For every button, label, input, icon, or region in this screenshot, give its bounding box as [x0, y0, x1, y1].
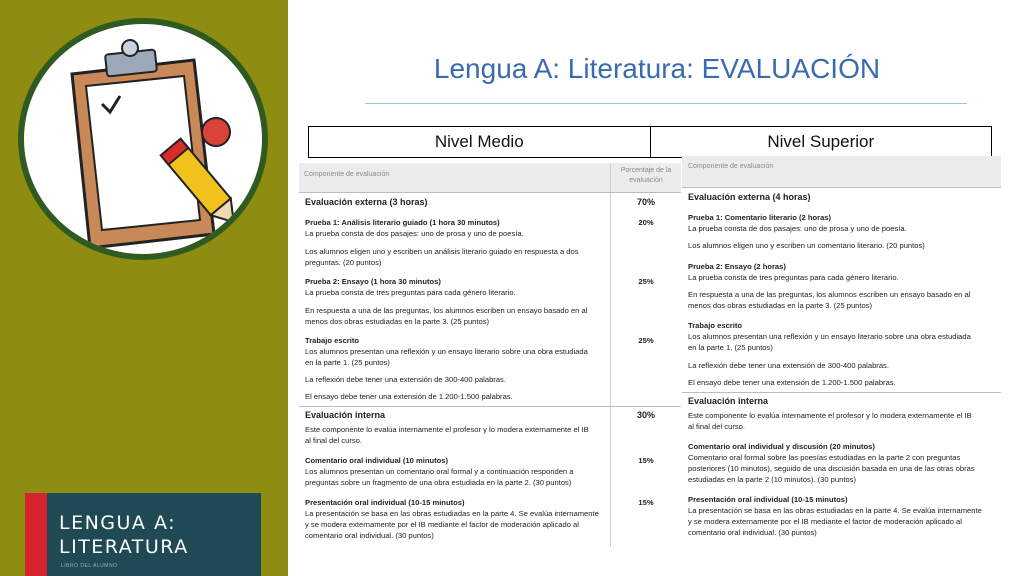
clipboard-icon [24, 24, 262, 254]
nm-p2-pct: 25% [638, 277, 654, 286]
ns-co-line3: estudiadas en la parte 2 (10 minutos). (30 puntos) [688, 475, 857, 484]
ns-te-line4: El ensayo debe tener una extensión de 1.200-1.500 palabras. [688, 378, 896, 387]
nm-te-line2: en la parte 1. (25 puntos) [305, 358, 390, 367]
nm-te-pct: 25% [638, 336, 654, 345]
ns-p2-line2: En respuesta a una de las preguntas, los alumnos escriben un ensayo basado en al [688, 290, 971, 299]
nm-p1-title: Prueba 1: Análisis literario guiado (1 hora 30 minutos) [305, 218, 500, 227]
ns-te-line2: en la parte 1. (25 puntos) [688, 343, 773, 352]
clipboard-illustration [18, 18, 268, 260]
ns-te-title: Trabajo escrito [688, 321, 743, 330]
nm-te-line1: Los alumnos presentan una reflexión y un ensayo literario sobre una obra estudiada [305, 347, 588, 356]
level-nm-header: Nivel Medio [434, 132, 524, 151]
ns-external-title: Evaluación externa (4 horas) [688, 192, 811, 202]
ns-p2-title: Prueba 2: Ensayo (2 horas) [688, 262, 786, 271]
nm-p2-line1: La prueba consta de tres preguntas para cada género literario. [305, 288, 516, 297]
nm-table-header [299, 163, 681, 193]
ns-po-line3: comentario oral individual. (30 puntos) [688, 528, 817, 537]
nm-internal-title: Evaluación interna [305, 410, 386, 420]
nm-p2-line2: En respuesta a una de las preguntas, los alumnos escriben un ensayo basado en al [305, 306, 588, 315]
book-title-line1: LENGUA A: [59, 512, 177, 534]
book-spine-stripe [25, 493, 47, 576]
nm-te-title: Trabajo escrito [305, 336, 360, 345]
ns-te-line3: La reflexión debe tener una extensión de 300-400 palabras. [688, 361, 889, 370]
nm-p1-pct: 20% [638, 218, 654, 227]
ns-table-header: Componente de evaluación [682, 156, 1001, 188]
book-title-line2: LITERATURA [59, 536, 189, 558]
slide-title: Lengua A: Literatura: EVALUACIÓN [433, 53, 881, 84]
ns-p1-line1: La prueba consta de dos pasajes: uno de prosa y uno de poesía. [688, 224, 907, 233]
nm-internal-pct: 30% [636, 410, 655, 420]
ns-assessment-document [682, 156, 1001, 547]
ns-p2-line1: La prueba consta de tres preguntas para cada género literario. [688, 273, 899, 282]
nm-assessment-document [299, 163, 681, 547]
nm-head-percent: Porcentaje de la evaluación [610, 163, 681, 192]
nm-p1-line1: La prueba consta de dos pasajes: uno de prosa y uno de poesía. [305, 229, 524, 238]
ns-po-line2: y se modera externamente por el IB mediante el factor de moderación aplicado al [688, 517, 962, 526]
nm-p2-line3: menos dos obras estudiadas en la parte 3. (25 puntos) [305, 317, 490, 326]
nm-co-title: Comentario oral individual (10 minutos) [305, 456, 449, 465]
nm-head-component: Componente de evaluación [304, 171, 390, 178]
ns-p2-line3: menos dos obras estudiadas en la parte 3. (25 puntos) [688, 301, 873, 310]
ns-p1-title: Prueba 1: Comentario literario (2 horas) [688, 213, 832, 222]
nm-co-pct: 15% [638, 456, 654, 465]
nm-po-pct: 15% [638, 498, 654, 507]
ns-internal-title: Evaluación interna [688, 396, 769, 406]
ns-co-line2: posteriores (10 minutos), seguido de una discusión basada en una de las otras obras [688, 464, 975, 473]
ns-co-line1: Comentario oral formal sobre las poesías estudiadas en la parte 2 con preguntas [688, 453, 961, 462]
level-header-table [308, 126, 992, 158]
nm-external-pct: 70% [636, 197, 655, 207]
nm-section-divider [299, 406, 681, 407]
nm-p1-line3: preguntas. (20 puntos) [305, 258, 382, 267]
nm-p2-title: Prueba 2: Ensayo (1 hora 30 minutos) [305, 277, 441, 286]
nm-po-title: Presentación oral individual (10-15 minutos) [305, 498, 465, 507]
book-title [59, 511, 189, 559]
nm-external-title: Evaluación externa (3 horas) [305, 197, 428, 207]
nm-te-line4: El ensayo debe tener una extensión de 1.200-1.500 palabras. [305, 392, 513, 401]
nm-po-line3: comentario oral individual. (30 puntos) [305, 531, 434, 540]
nm-te-line3: La reflexión debe tener una extensión de 300-400 palabras. [305, 375, 506, 384]
ns-po-title: Presentación oral individual (10-15 minutos) [688, 495, 848, 504]
nm-po-line1: La presentación se basa en las obras estudiadas en la parte 4. Se evalúa internamente [305, 509, 599, 518]
ns-int-line2: al final del curso. [688, 422, 745, 431]
book-subtitle: LIBRO DEL ALUMNO [61, 563, 118, 569]
left-decor-panel [0, 0, 288, 576]
nm-po-line2: y se modera externamente por el IB mediante el factor de moderación aplicado al [305, 520, 579, 529]
book-cover [25, 493, 261, 576]
level-ns-header: Nivel Superior [650, 127, 992, 157]
nm-co-line2: preguntas sobre un fragmento de una obra estudiada en la parte 2. (30 puntos) [305, 478, 572, 487]
nm-co-line1: Los alumnos presentan un comentario oral formal y a continuación responden a [305, 467, 574, 476]
ns-te-line1: Los alumnos presentan una reflexión y un ensayo literario sobre una obra estudiada [688, 332, 971, 341]
ns-section-divider [682, 392, 1001, 393]
nm-int-line1: Este componente lo evalúa internamente el profesor y lo modera externamente el IB [305, 425, 589, 434]
nm-p1-line2: Los alumnos eligen uno y escriben un análisis literario guiado en respuesta a dos [305, 247, 579, 256]
ns-int-line1: Este componente lo evalúa internamente el profesor y lo modera externamente el IB [688, 411, 972, 420]
ns-p1-line2: Los alumnos eligen uno y escriben un comentario literario. (20 puntos) [688, 241, 925, 250]
ns-po-line1: La presentación se basa en las obras estudiadas en la parte 4. Se evalúa internamente [688, 506, 982, 515]
ns-co-title: Comentario oral individual y discusión (20 minutos) [688, 442, 875, 451]
nm-column-divider [610, 193, 611, 547]
nm-int-line2: al final del curso. [305, 436, 362, 445]
title-divider [365, 103, 967, 104]
